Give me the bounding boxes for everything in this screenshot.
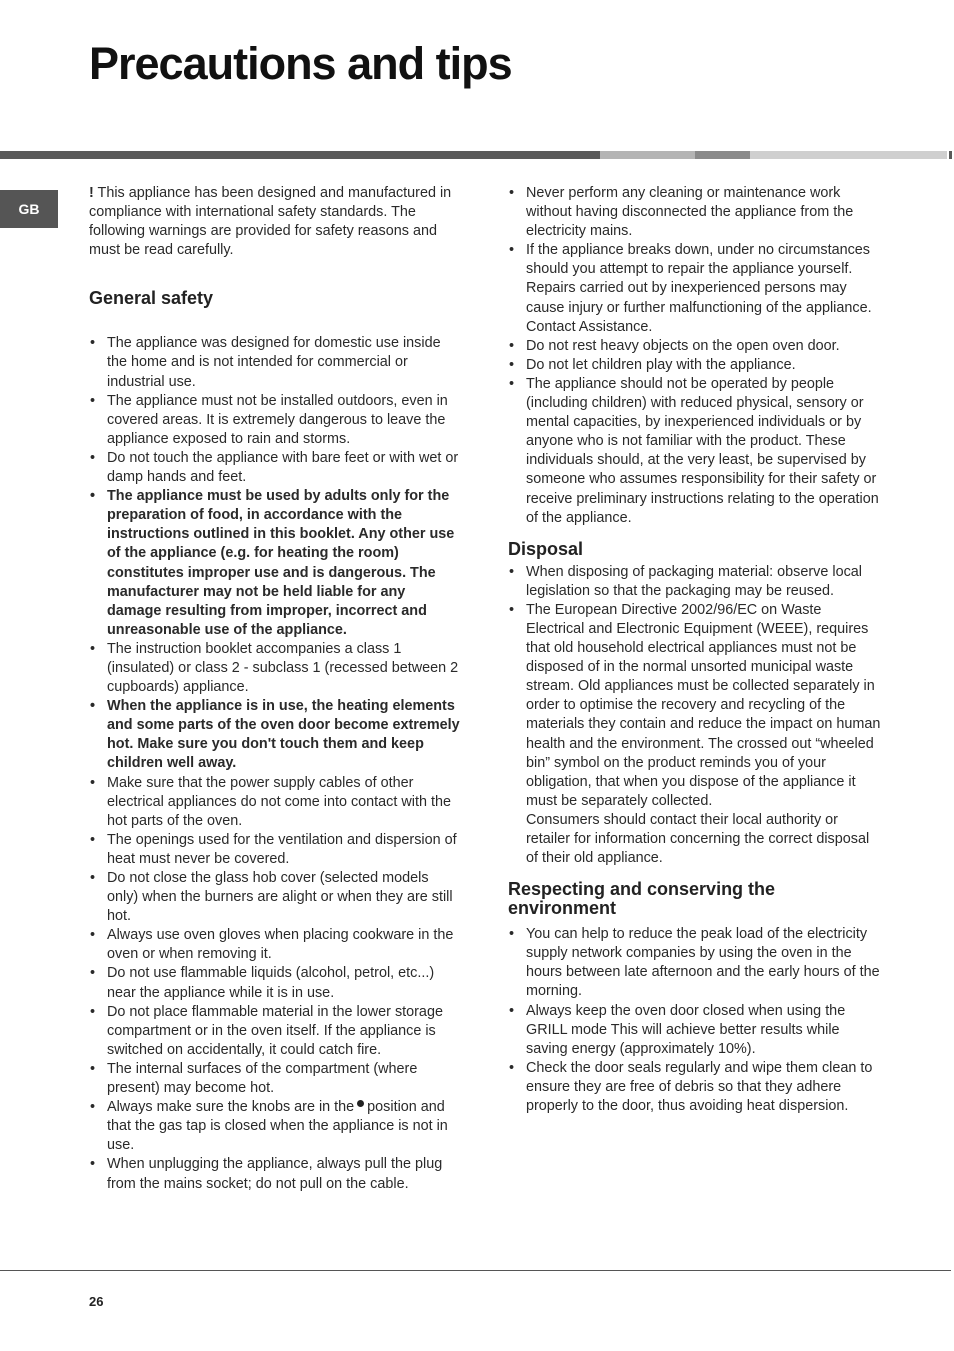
language-tab: GB	[0, 190, 58, 228]
list-item: • Do not rest heavy objects on the open oven door.	[508, 337, 882, 356]
knob-text-after: position and that the gas tap is closed when the appliance is not in use.	[107, 1099, 448, 1154]
list-item: • Always keep the oven door closed when using the GRILL mode This will achieve better results while saving energy (approximately 10%).	[508, 1002, 882, 1059]
intro-paragraph	[89, 184, 463, 260]
list-item: • The internal surfaces of the compartment (where present) may become hot.	[89, 1060, 463, 1098]
list-item: • The openings used for the ventilation and dispersion of heat must never be covered.	[89, 831, 463, 869]
header-band-dark	[0, 151, 600, 159]
list-item: • The appliance was designed for domestic use inside the home and is not intended for commercial or industrial use.	[89, 334, 463, 391]
header-band-mid	[695, 151, 750, 159]
list-item: • Never perform any cleaning or maintenance work without having disconnected the appliance from the electricity mains.	[508, 184, 882, 241]
general-safety-heading: General safety	[89, 288, 214, 309]
page-number: 26	[89, 1294, 104, 1309]
header-band-light	[600, 151, 695, 159]
list-item: • Do not use flammable liquids (alcohol, petrol, etc...) near the appliance while it is in use.	[89, 964, 463, 1002]
intro-text: This appliance has been designed and manufactured in compliance with international safety standards. The following warnings are provided for safety reasons and must be read carefully.	[89, 185, 452, 259]
knob-off-dot-icon	[357, 1100, 364, 1107]
list-item: • When disposing of packaging material: observe local legislation so that the packaging may be reused.	[508, 563, 882, 601]
list-item: • The appliance must be used by adults only for the preparation of food, in accordance with the instructions outlined in this booklet. Any other use of the appliance (e.g. for heating the room) constitutes improper use and is dangerous. The manufacturer may not be held liable for any damage resulting from improper, incorrect and unreasonable use of the appliance.	[89, 487, 463, 640]
list-item: • Make sure that the power supply cables of other electrical appliances do not come into contact with the hot parts of the oven.	[89, 774, 463, 831]
right-column	[508, 184, 882, 1116]
environment-heading: Respecting and conserving the environment	[508, 879, 776, 919]
disposal-heading: Disposal	[508, 538, 584, 559]
environment-list	[508, 925, 882, 1116]
footer-rule	[0, 1270, 951, 1271]
general-safety-list	[89, 334, 463, 1193]
list-item: • You can help to reduce the peak load of the electricity supply network companies by using the oven in the hours between late afternoon and the early hours of the morning.	[508, 925, 882, 1001]
list-item: • Do not touch the appliance with bare feet or with wet or damp hands and feet.	[89, 449, 463, 487]
list-item: • When unplugging the appliance, always pull the plug from the mains socket; do not pull on the cable.	[89, 1155, 463, 1193]
list-item: • The appliance must not be installed outdoors, even in covered areas. It is extremely dangerous to leave the appliance exposed to rain and storms.	[89, 392, 463, 449]
list-item: • Check the door seals regularly and wipe them clean to ensure they are free of debris so that they adhere properly to the door, thus avoiding heat dispersion.	[508, 1059, 882, 1116]
list-item: • If the appliance breaks down, under no circumstances should you attempt to repair the appliance yourself. Repairs carried out by inexperienced persons may cause injury or further malfunctioning of the appliance. Contact Assistance.	[508, 241, 882, 336]
header-band-light-end	[750, 151, 947, 159]
list-item-knob	[89, 1098, 463, 1155]
warning-mark: !	[89, 185, 94, 201]
knob-text-before: Always make sure the knobs are in the	[107, 1099, 355, 1116]
list-item: • The instruction booklet accompanies a class 1 (insulated) or class 2 - subclass 1 (recessed between 2 cupboards) appliance.	[89, 640, 463, 697]
list-item: • The appliance should not be operated by people (including children) with reduced physical, sensory or mental capacities, by inexperienced individuals or by anyone who is not familiar with the product. These individuals should, at the very least, be supervised by someone who assumes responsibility for their safety or receive preliminary instructions relating to the operation of the appliance.	[508, 375, 882, 528]
header-band-end-mark	[949, 151, 952, 159]
list-item: • When the appliance is in use, the heating elements and some parts of the oven door become extremely hot. Make sure you don't touch them and keep children well away.	[89, 697, 463, 773]
disposal-list	[508, 563, 882, 869]
left-column	[89, 184, 463, 1194]
list-item: • Do not place flammable material in the lower storage compartment or in the oven itself. If the appliance is switched on accidentally, it could catch fire.	[89, 1003, 463, 1060]
page-title: Precautions and tips	[89, 38, 512, 89]
list-item: • Do not let children play with the appliance.	[508, 356, 882, 375]
list-item: • The European Directive 2002/96/EC on Waste Electrical and Electronic Equipment (WEEE), requires that old household electrical appliances must not be disposed of in the normal unsorted municipal waste stream. Old appliances must be collected separately in order to optimise the recovery and recycling of the materials they contain and reduce the impact on human health and the environment. The crossed out “wheeled bin” symbol on the product reminds you of your obligation, that when you dispose of the appliance it must be separately collected.	[508, 601, 882, 811]
disposal-continuation: Consumers should contact their local authority or retailer for information concerning the correct disposal of their old appliance.	[526, 811, 870, 867]
list-item: • Always use oven gloves when placing cookware in the oven or when removing it.	[89, 926, 463, 964]
list-item: • Do not close the glass hob cover (selected models only) when the burners are alight or when they are still hot.	[89, 869, 463, 926]
safety-list-continued	[508, 184, 882, 528]
